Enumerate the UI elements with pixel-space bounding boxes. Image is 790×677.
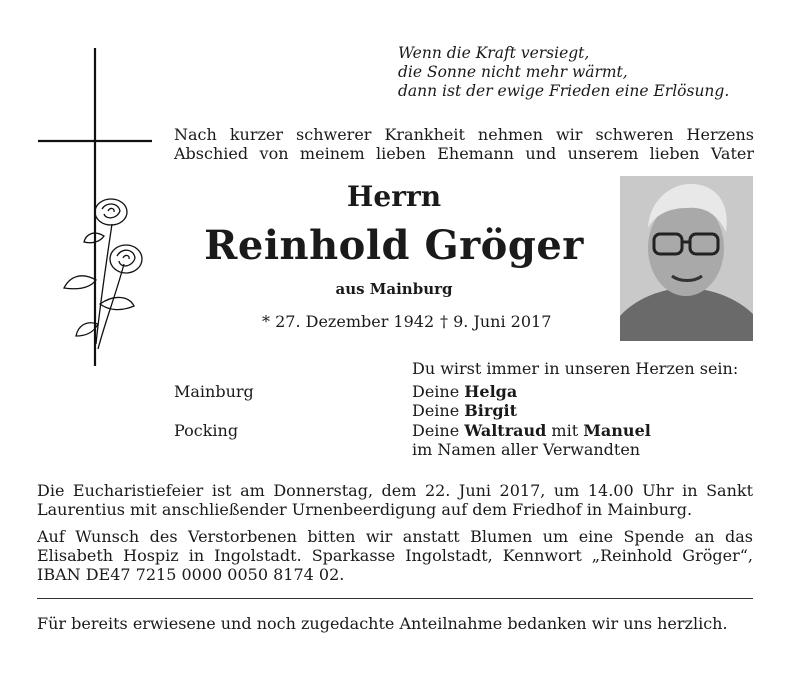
deceased-name: Reinhold Gröger [204, 222, 584, 269]
paragraph-line: IBAN DE47 7215 0000 0050 8174 02. [37, 565, 345, 584]
poem-line: Wenn die Kraft versiegt, [398, 44, 590, 62]
poem-line: dann ist der ewige Frieden eine Erlösung. [398, 82, 730, 100]
mourner-birgit [412, 401, 517, 420]
mourner-prefix: Deine [412, 421, 460, 440]
intro-line: Abschied von meinem lieben Ehemann und unserem lieben Vater [174, 144, 754, 163]
thanks-text: Für bereits erwiesene und noch zugedachte Anteilnahme bedanken wir uns herzlich. [37, 614, 728, 633]
mourner-prefix: Deine [412, 401, 460, 420]
death-date: † 9. Juni 2017 [440, 312, 552, 331]
mourner-helga [412, 382, 517, 401]
location-pocking: Pocking [174, 421, 239, 440]
mourner-name: Manuel [583, 421, 651, 440]
paragraph-line: Laurentius mit anschließender Urnenbeerdigung auf dem Friedhof in Mainburg. [37, 500, 693, 519]
poem-line: die Sonne nicht mehr wärmt, [398, 63, 628, 81]
cross-with-roses-icon [34, 44, 154, 374]
divider [37, 598, 753, 599]
service-paragraph [37, 481, 753, 519]
donation-paragraph [37, 527, 753, 584]
mourner-waltraud [412, 421, 651, 440]
mourner-prefix: Deine [412, 382, 460, 401]
intro-line: Nach kurzer schwerer Krankheit nehmen wir schweren Herzens [174, 125, 754, 144]
paragraph-line: Auf Wunsch des Verstorbenen bitten wir anstatt Blumen um eine Spende an das [37, 527, 753, 546]
birth-date: * 27. Dezember 1942 [262, 312, 435, 331]
paragraph-line: Die Eucharistiefeier ist am Donnerstag, dem 22. Juni 2017, um 14.00 Uhr in Sankt [37, 481, 753, 500]
mourner-conjunction: mit [551, 421, 579, 440]
mourner-name: Helga [464, 382, 518, 401]
mourner-relatives: im Namen aller Verwandten [412, 440, 641, 459]
mourner-name: Birgit [464, 401, 517, 420]
location-mainburg: Mainburg [174, 382, 254, 401]
portrait-photo [620, 176, 753, 341]
salutation: Herrn [346, 180, 442, 213]
paragraph-line: Elisabeth Hospiz in Ingolstadt. Sparkasse Ingolstadt, Kennwort „Reinhold Gröger“, [37, 546, 753, 565]
portrait-image [620, 176, 753, 341]
poem [398, 44, 729, 101]
intro-text [174, 125, 754, 163]
mourner-name: Waltraud [464, 421, 547, 440]
mourners-intro: Du wirst immer in unseren Herzen sein: [412, 359, 739, 378]
deceased-origin: aus Mainburg [335, 280, 453, 298]
